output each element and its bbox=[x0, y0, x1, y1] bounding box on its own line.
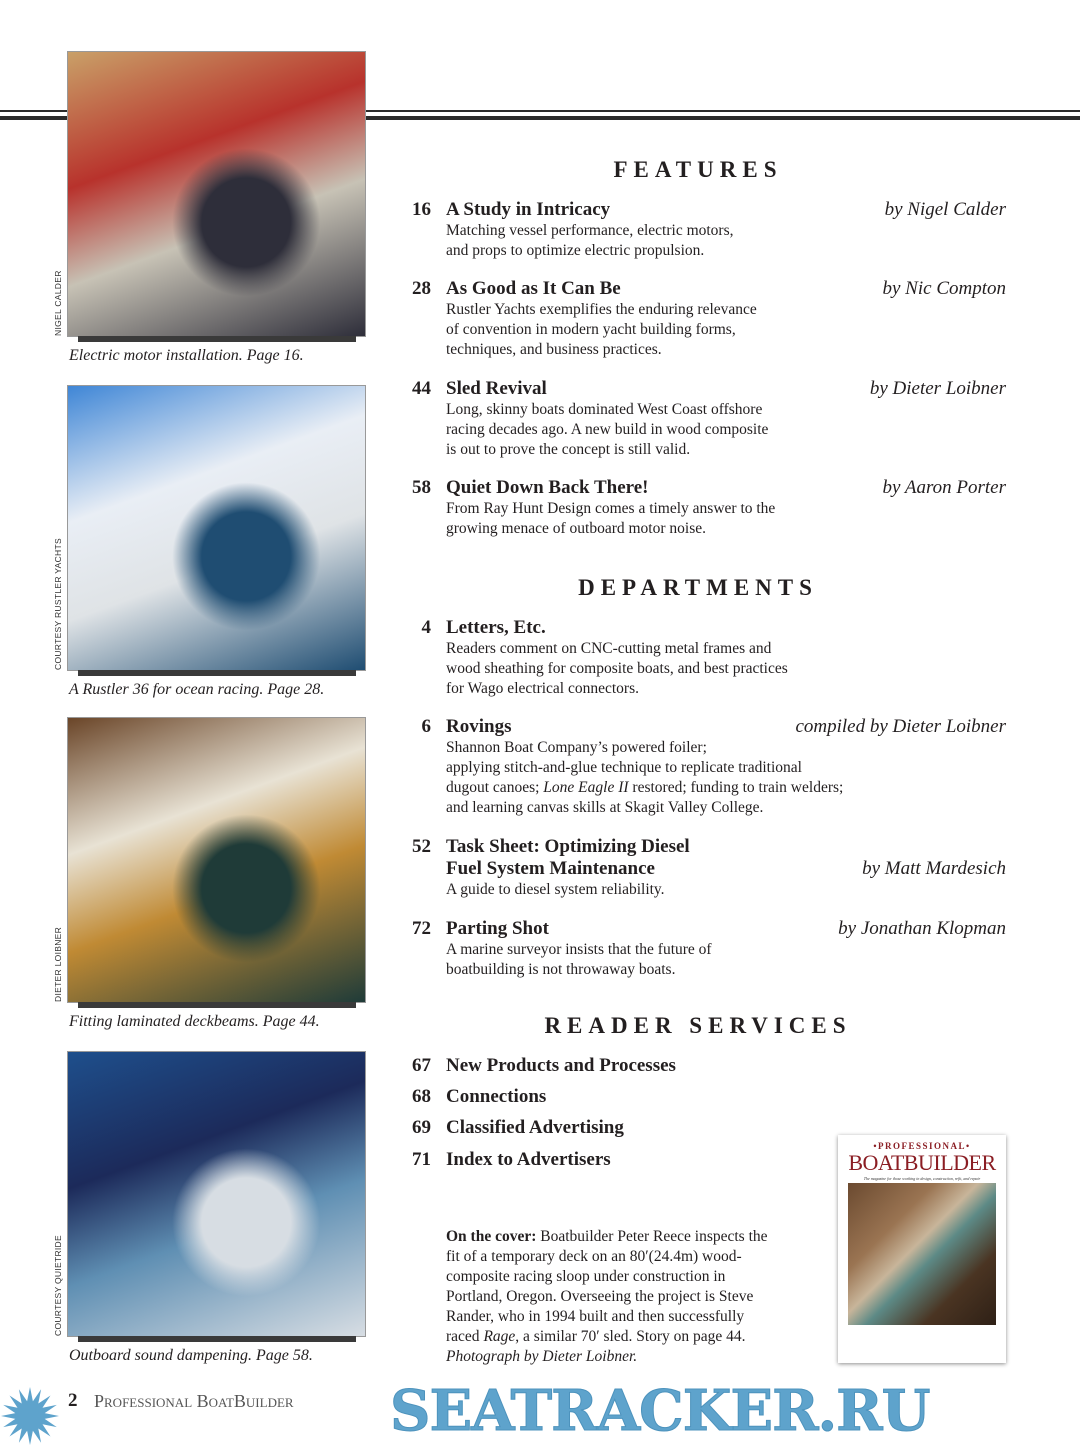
text: , a similar 70′ sled. Story on page 44. bbox=[515, 1328, 746, 1345]
entry-title: Classified Advertising bbox=[446, 1117, 624, 1138]
page-ref: 72 bbox=[412, 918, 431, 939]
page-ref: 4 bbox=[421, 617, 431, 638]
entry-title: Letters, Etc. bbox=[446, 617, 546, 638]
text: is out to prove the concept is still valid. bbox=[446, 441, 691, 458]
page-ref: 6 bbox=[421, 716, 431, 737]
cover-photo bbox=[848, 1183, 996, 1325]
cover-text-line bbox=[446, 1247, 768, 1267]
page-ref: 44 bbox=[412, 378, 431, 399]
cover-thumbnail[interactable] bbox=[838, 1135, 1006, 1363]
entry-description bbox=[446, 960, 675, 980]
text: dugout canoes; bbox=[446, 779, 544, 796]
text: Rander, who in 1994 built and then successfully bbox=[446, 1308, 745, 1325]
photo-caption: Electric motor installation. Page 16. bbox=[69, 347, 304, 364]
entry-title: Fuel System Maintenance bbox=[446, 858, 655, 879]
photo-shadow bbox=[78, 670, 356, 676]
byline: by Matt Mardesich bbox=[862, 858, 1006, 879]
entry-description bbox=[446, 340, 662, 360]
entry-title: As Good as It Can Be bbox=[446, 278, 621, 299]
entry-title: Task Sheet: Optimizing Diesel bbox=[446, 836, 690, 857]
photo-shadow bbox=[78, 336, 356, 342]
entry-title: Connections bbox=[446, 1086, 547, 1107]
cover-text-line bbox=[446, 1327, 768, 1347]
photo-shadow bbox=[78, 1336, 356, 1342]
cover-text-line bbox=[446, 1307, 768, 1327]
magazine-title: Professional BoatBuilder bbox=[94, 1391, 294, 1411]
masthead-small: •PROFESSIONAL• bbox=[873, 1141, 971, 1151]
page-ref: 16 bbox=[412, 199, 431, 220]
cover-text-line bbox=[446, 1267, 768, 1287]
page-ref: 69 bbox=[412, 1117, 431, 1138]
text: A guide to diesel system reliability. bbox=[446, 881, 665, 898]
byline: by Aaron Porter bbox=[882, 477, 1006, 498]
page-ref: 28 bbox=[412, 278, 431, 299]
entry-title: Rovings bbox=[446, 716, 512, 737]
text: raced bbox=[446, 1328, 484, 1345]
text: Portland, Oregon. Overseeing the project is Steve bbox=[446, 1288, 754, 1305]
text: and learning canvas skills at Skagit Valley College. bbox=[446, 799, 764, 816]
text: Boatbuilder Peter Reece inspects the bbox=[536, 1228, 768, 1245]
masthead-big: BOATBUILDER bbox=[848, 1150, 996, 1175]
cover-text-line bbox=[446, 1287, 768, 1307]
entry-description bbox=[446, 221, 734, 241]
page-ref: 52 bbox=[412, 836, 431, 857]
cover-description bbox=[446, 1227, 768, 1367]
entry-title: New Products and Processes bbox=[446, 1055, 676, 1076]
entry-title: Index to Advertisers bbox=[446, 1149, 611, 1170]
reader-services-heading: READER SERVICES bbox=[544, 1013, 852, 1038]
cover-text-line bbox=[446, 1347, 768, 1367]
photo bbox=[68, 718, 365, 1002]
text: racing decades ago. A new build in wood composite bbox=[446, 421, 769, 438]
page-ref: 68 bbox=[412, 1086, 431, 1107]
text: From Ray Hunt Design comes a timely answer to the bbox=[446, 500, 776, 517]
byline: by Jonathan Klopman bbox=[838, 918, 1006, 939]
entry-description bbox=[446, 880, 665, 900]
text: Matching vessel performance, electric motors, bbox=[446, 222, 734, 239]
italic-text: Photograph by Dieter Loibner. bbox=[446, 1348, 638, 1365]
photo-caption: A Rustler 36 for ocean racing. Page 28. bbox=[69, 681, 325, 698]
text: applying stitch-and-glue technique to replicate traditional bbox=[446, 759, 802, 776]
page-ref: 67 bbox=[412, 1055, 431, 1076]
entry-description bbox=[446, 499, 775, 519]
text: boatbuilding is not throwaway boats. bbox=[446, 961, 676, 978]
photo bbox=[68, 386, 365, 670]
entry-description bbox=[446, 639, 771, 659]
photo-credit: NIGEL CALDER bbox=[53, 270, 63, 336]
text: A marine surveyor insists that the future of bbox=[446, 941, 712, 958]
italic-text: Rage bbox=[483, 1328, 516, 1345]
page-ref: 71 bbox=[412, 1149, 431, 1170]
text: fit of a temporary deck on an 80′(24.4m) wood- bbox=[446, 1248, 742, 1265]
entry-title: Sled Revival bbox=[446, 378, 547, 399]
entry-description bbox=[446, 798, 763, 818]
entry-description bbox=[446, 738, 707, 758]
photo bbox=[68, 52, 365, 336]
entry-description bbox=[446, 778, 843, 798]
entry-title: Parting Shot bbox=[446, 918, 549, 939]
text: restored; funding to train welders; bbox=[628, 779, 844, 796]
text: Rustler Yachts exemplifies the enduring relevance bbox=[446, 301, 757, 318]
text: Readers comment on CNC-cutting metal frames and bbox=[446, 640, 772, 657]
text: composite racing sloop under construction in bbox=[446, 1268, 726, 1285]
departments-heading: DEPARTMENTS bbox=[578, 575, 818, 600]
entry-description bbox=[446, 320, 736, 340]
italic-text: Lone Eagle II bbox=[543, 779, 629, 796]
photo-credit: COURTESY QUIETRIDE bbox=[53, 1235, 63, 1336]
entry-description bbox=[446, 519, 706, 539]
photo-credit: COURTESY RUSTLER YACHTS bbox=[53, 538, 63, 670]
photo-credit: DIETER LOIBNER bbox=[53, 926, 63, 1002]
entry-description bbox=[446, 679, 639, 699]
entry-description bbox=[446, 300, 757, 320]
byline: compiled by Dieter Loibner bbox=[795, 716, 1006, 737]
byline: by Nigel Calder bbox=[884, 199, 1006, 220]
entry-description bbox=[446, 758, 802, 778]
cover-tagline: The magazine for those working in design, construction, refit, and repair bbox=[863, 1176, 981, 1181]
entry-title: Quiet Down Back There! bbox=[446, 477, 649, 498]
text: of convention in modern yacht building forms, bbox=[446, 321, 736, 338]
text: for Wago electrical connectors. bbox=[446, 680, 639, 697]
byline: by Nic Compton bbox=[882, 278, 1006, 299]
entry-description bbox=[446, 659, 788, 679]
photo-caption: Fitting laminated deckbeams. Page 44. bbox=[69, 1013, 320, 1030]
entry-description bbox=[446, 241, 704, 261]
text: Shannon Boat Company’s powered foiler; bbox=[446, 739, 707, 756]
entry-description bbox=[446, 400, 762, 420]
watermark: SEATRACKER.RU bbox=[390, 1378, 930, 1444]
cover-masthead bbox=[838, 1141, 1006, 1174]
starburst-watermark-icon bbox=[0, 1386, 60, 1446]
features-heading: FEATURES bbox=[613, 157, 783, 182]
text: techniques, and business practices. bbox=[446, 341, 662, 358]
photo-caption: Outboard sound dampening. Page 58. bbox=[69, 1347, 313, 1364]
text: wood sheathing for composite boats, and best practices bbox=[446, 660, 788, 677]
photo-shadow bbox=[78, 1002, 356, 1008]
text: growing menace of outboard motor noise. bbox=[446, 520, 706, 537]
text: Long, skinny boats dominated West Coast offshore bbox=[446, 401, 763, 418]
entry-description bbox=[446, 420, 768, 440]
page-ref: 58 bbox=[412, 477, 431, 498]
entry-title: A Study in Intricacy bbox=[446, 199, 611, 220]
photo bbox=[68, 1052, 365, 1336]
byline: by Dieter Loibner bbox=[869, 378, 1006, 399]
text: and props to optimize electric propulsion. bbox=[446, 242, 705, 259]
cover-text-line bbox=[446, 1227, 768, 1247]
entry-description bbox=[446, 940, 712, 960]
bold-text: On the cover: bbox=[446, 1228, 537, 1245]
entry-description bbox=[446, 440, 690, 460]
page-number: 2 bbox=[68, 1390, 78, 1411]
